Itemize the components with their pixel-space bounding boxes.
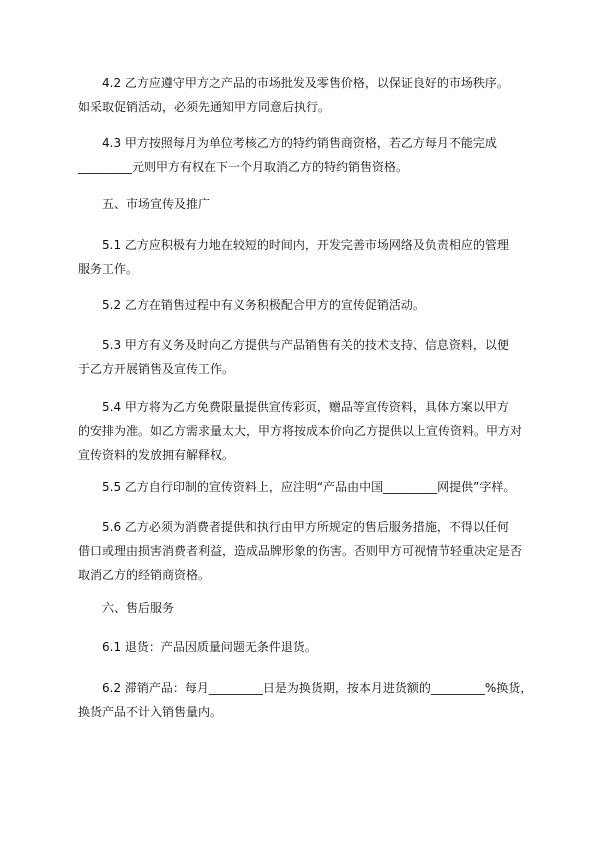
clause-line: 5.4 甲方将为乙方免费限量提供宣传彩页，赠品等宣传资料，具体方案以甲方 xyxy=(102,400,509,414)
section-heading-5 xyxy=(78,192,533,216)
clause-5-3 xyxy=(78,333,533,381)
clause-line: 4.3 甲方按照每月为单位考核乙方的特约销售商资格，若乙方每月不能完成 xyxy=(102,136,497,150)
clause-5-6 xyxy=(78,515,533,587)
clause-line: 5.5 乙方自行印制的宣传资料上，应注明“产品由中国_________网提供”字样。 xyxy=(102,480,516,494)
clause-6-1 xyxy=(78,635,533,659)
clause-line: 5.6 乙方必须为消费者提供和执行由甲方所规定的售后服务措施，不得以任何 xyxy=(102,520,509,534)
clause-line: 5.1 乙方应积极有力地在较短的时间内，开发完善市场网络及负责相应的管理 xyxy=(102,238,509,252)
clause-line: 6.1 退货：产品因质量问题无条件退货。 xyxy=(102,640,317,654)
clause-line: 5.3 甲方有义务及时向乙方提供与产品销售有关的技术支持、信息资料，以便 xyxy=(102,338,509,352)
clause-4-3 xyxy=(78,131,533,179)
clause-line: 5.2 乙方在销售过程中有义务积极配合甲方的宣传促销活动。 xyxy=(102,298,425,312)
clause-line: 宣传资料的发放拥有解释权。 xyxy=(78,448,235,462)
clause-line: _________元则甲方有权在下一个月取消乙方的特约销售资格。 xyxy=(78,160,409,174)
clause-line: 4.2 乙方应遵守甲方之产品的市场批发及零售价格，以保证良好的市场秩序。 xyxy=(102,76,509,90)
clause-line: 如采取促销活动，必须先通知甲方同意后执行。 xyxy=(78,100,331,114)
clause-4-2 xyxy=(78,71,533,119)
clause-line: 服务工作。 xyxy=(78,262,139,276)
section-title: 五、市场宣传及推广 xyxy=(102,197,211,211)
clause-line: 取消乙方的经销商资格。 xyxy=(78,568,211,582)
clause-5-2 xyxy=(78,293,533,317)
clause-5-4 xyxy=(78,395,533,467)
section-heading-6 xyxy=(78,596,533,620)
clause-line: 6.2 滞销产品：每月_________日是为换货期，按本月进货额的_________%换货， xyxy=(102,681,533,695)
clause-6-2 xyxy=(78,676,533,724)
section-title: 六、售后服务 xyxy=(102,601,175,615)
clause-5-5 xyxy=(78,475,533,499)
clause-5-1 xyxy=(78,233,533,281)
clause-line: 借口或理由损害消费者利益，造成品牌形象的伤害。否则甲方可视情节轻重决定是否 xyxy=(78,544,523,558)
clause-line: 的安排为准。如乙方需求量太大，甲方将按成本价向乙方提供以上宣传资料。甲方对 xyxy=(78,424,523,438)
clause-line: 换货产品不计入销售量内。 xyxy=(78,705,223,719)
clause-line: 于乙方开展销售及宣传工作。 xyxy=(78,362,235,376)
